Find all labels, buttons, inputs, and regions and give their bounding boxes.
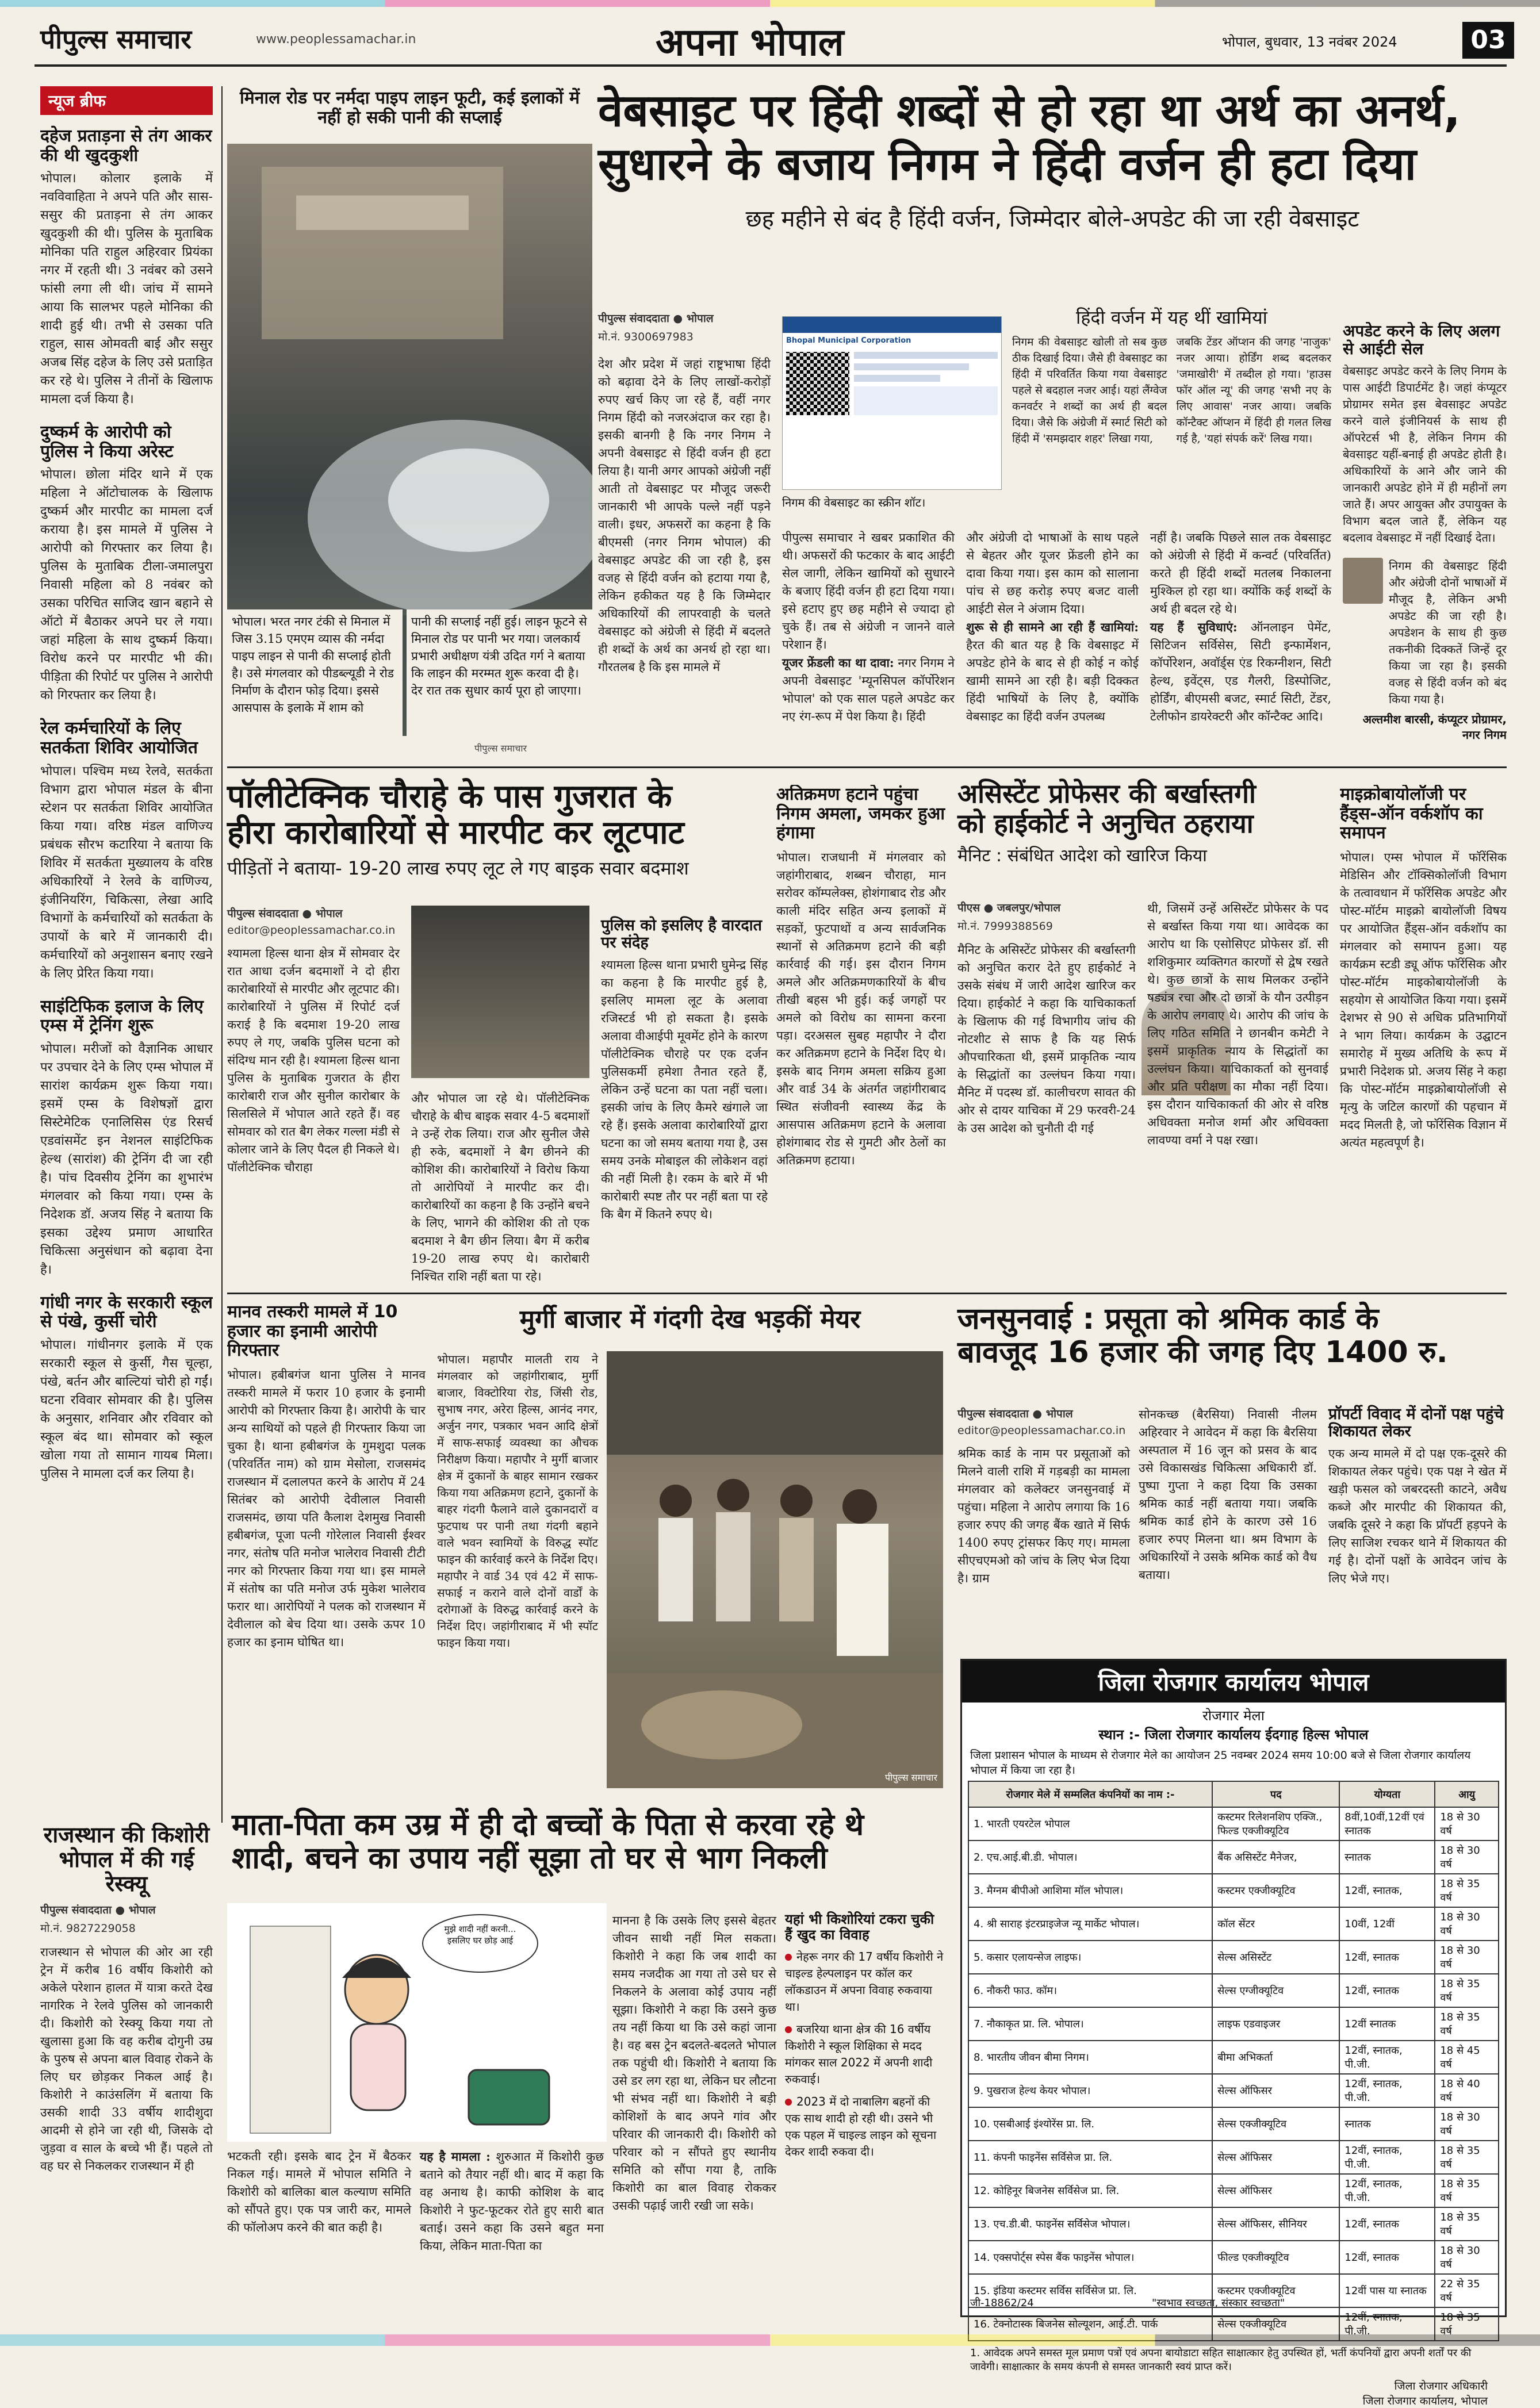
rescue-byline: पीपुल्स संवाददाता ● भोपाल — [40, 1903, 156, 1916]
page-number: 03 — [1462, 22, 1514, 59]
microbiology-headline: माइक्रोबायोलॉजी पर हैंड्स-ऑन वर्कशॉप का समापन — [1340, 785, 1483, 843]
job-company-cell: 9. पुखराज हेल्थ केयर भोपाल। — [968, 2074, 1212, 2107]
job-qualification-cell: 8वीं,10वीं,12वीं एवं स्नातक — [1339, 1807, 1435, 1840]
brief-headline: दुष्कर्म के आरोपी को पुलिस ने किया अरेस्ट — [40, 422, 174, 462]
hearing-headline-line1: जनसुनवाई : प्रसूता को श्रमिक कार्ड के — [957, 1302, 1379, 1336]
lead-col-1-text: देश और प्रदेश में जहां राष्ट्रभाषा हिंदी को बढ़ावा देने के लिए लाखों-करोड़ों रुपए खर्च किए जा रहे हैं, वहीं नगर निगम हिंदी को नजरअंदाज कर रहा है। इसकी बानगी है कि नगर निगम ने अपनी वेबसाइट से हिंदी वर्जन ही हटा लिया है। यानी अगर आपको अंग्रेजी नहीं आती तो वेबसाइट पर मौजूद जरूरी जानकारी भी आपके पल्ले नहीं पड़ने वाली। इधर, अफसरों का कहना है कि बीएमसी (नगर निगम भोपाल) की वेबसाइट अपडेट की जा रही है, इस वजह से हिंदी वर्जन को हटाया गया है, लेकिन हकीकत यह है कि जिम्मेदार अधिकारियों की लापरवाही के चलते वेबसाइट को अंग्रेजी से हिंदी में बदलते ही शब्दों के अर्थ का अनर्थ हो रहा था। गौरतलब है कि इस मामले में — [598, 357, 771, 674]
other-case-text: 2023 में दो नाबालिग बहनों की एक साथ शादी हो रही थी। उसने भी एक पहल में चाइल्ड लाइन को सूचना देकर शादी रुकवा दी। — [785, 2094, 937, 2158]
brief-item — [40, 997, 213, 1279]
ad-table-wrap — [962, 1781, 1505, 2341]
lead-col-4b-text: ऑनलाइन पेमेंट, सिटिजन सर्विसेस, सिटी इन्फार्मेशन, कॉर्पोरेशन, अवॉर्ड्स एंड रिकग्नीशन, सिटी हेल्थ, इवेंट्स, एड गैलरी, डिस्पोजिट, होर्डिंग, बीएमसी बजट, स्मार्ट सिटी, टेंडर, टेलीफोन डायरेक्टरी और कॉन्टैक्ट आदि। — [1150, 620, 1331, 723]
job-table-row — [968, 1874, 1499, 1907]
job-company-cell: 7. नौकाकृत प्रा. लि. भोपाल। — [968, 2007, 1212, 2041]
lead-col-2-text: पीपुल्स समाचार ने खबर प्रकाशित की थी। अफसरों की फटकार के बाद आईटी सेल जागी, लेकिन खामियों को सुधारने के बजाए हिंदी वर्जन ही हटा दिया गया। इसे हटाए हुए छह महीने से ज्यादा हो चुके हैं। तब से अंग्रेजी न जानने वाले परेशान हैं। — [782, 531, 955, 651]
job-age-cell: 18 से 30 वर्ष — [1435, 1941, 1499, 1974]
print-registration-strip — [0, 2334, 1540, 2346]
lead-col-4b-head: यह हैं सुविधाएं: — [1150, 620, 1238, 634]
job-age-cell: 18 से 45 वर्ष — [1435, 2041, 1499, 2074]
other-case-text: नेहरू नगर की 17 वर्षीय किशोरी ने चाइल्ड हेल्पलाइन पर कॉल कर लॉकडाउन में अपना विवाह रुकवाया था। — [785, 1949, 944, 2014]
job-post-cell: सेल्स ऑफिसर, सीनियर — [1212, 2207, 1339, 2241]
section-rule — [227, 1293, 1507, 1294]
microbiology-story — [1340, 785, 1507, 1291]
job-age-cell: 18 से 40 वर्ष — [1435, 2074, 1499, 2107]
other-cases-box — [785, 1912, 946, 2160]
job-post-cell: सेल्स एग्जीक्यूटिव — [1212, 1974, 1339, 2007]
job-qualification-cell: 12वीं, स्नातक, पी.जी. — [1339, 2174, 1435, 2207]
job-post-cell: बीमा अभिकर्ता — [1212, 2041, 1339, 2074]
robbery-email: editor@peoplessamachar.co.in — [227, 924, 396, 937]
professor-story — [957, 779, 1328, 1285]
child-col-1: भटकती रही। इसके बाद ट्रेन में बैठकर निकल गई। मामले में भोपाल समिति ने किशोरी को बालिका बाल कल्याण समिति को सौंपते हुए। एक पत्र जारी कर, मामले की फॉलोअप करने की बात कही है। — [227, 2149, 411, 2234]
side-headline: अपडेट करने के लिए अलग से आईटी सेल — [1343, 322, 1500, 359]
website-screenshot — [782, 316, 1002, 490]
website-org-name: Bhopal Municipal Corporation — [786, 336, 911, 345]
robbery-story — [227, 779, 768, 1291]
lead-col-1 — [598, 310, 771, 676]
job-age-cell: 18 से 35 वर्ष — [1435, 1874, 1499, 1907]
job-post-cell: सेल्स ऑफिसर — [1212, 2174, 1339, 2207]
job-table-row — [968, 2241, 1499, 2274]
brief-body: भोपाल। पश्चिम मध्य रेलवे, सतर्कता विभाग द्वारा भोपाल मंडल के बीना स्टेशन पर सतर्कता शिविर आयोजित किया गया। वरिष्ठ मंडल वाणिज्य प्रबंधक सौरभ कटारिया ने बताया कि शिविर में सतर्कता मुख्यालय के वरिष्ठ अधिकारियों ने रेलवे के वाणिज्य, इंजीनियरिंग, चिकित्सा, लेखा आदि विभागों के कर्मचारियों को सतर्कता के उपायों के बारे में जानकारी दी। कर्मचारियों को अनुशासन बनाए रखने के लिए प्रेरित किया गया। — [40, 764, 213, 981]
job-qualification-cell: 12वीं, स्नातक, पी.जी. — [1339, 2307, 1435, 2341]
lead-headline-line2: सुधारने के बजाय निगम ने हिंदी वर्जन ही हटा दिया — [598, 139, 1416, 191]
faults-headline: हिंदी वर्जन में यह थीं खामियां — [1076, 306, 1267, 328]
property-dispute-body: एक अन्य मामले में दो पक्ष एक-दूसरे की शिकायत लेकर पहुंचे। एक पक्ष ने खेत में खड़ी फसल को जबरदस्ती काटने, अवैध कब्जे और मारपीट की शिकायत की, जबकि दूसरे ने कहा कि प्रॉपर्टी हड़पने के लिए साजिश रचकर थाने में शिकायत की गई है। दोनों पक्षों के आवेदन जांच के लिए भेजे गए। — [1328, 1447, 1507, 1586]
ad-subtitle-2: स्थान :- जिला रोजगार कार्यालय ईदगाह हिल्स भोपाल — [1098, 1727, 1369, 1743]
hearing-col-1-text: श्रमिक कार्ड के नाम पर प्रसूताओं को मिलने वाली राशि में गड़बड़ी का मामला मंगलवार को कलेक्टर जनसुनवाई में पहुंचा। महिला ने आरोप लगाया कि 16 हजार रुपए की जगह बैंक खाते में सिर्फ 1400 रुपए ट्रांसफर किए गए। मामला सीएचएमओ को जांच के लिए भेज दिया है। ग्राम — [957, 1447, 1130, 1585]
job-post-cell: लाइफ एडवाइजर — [1212, 2007, 1339, 2041]
lead-col-3b-head: शुरू से ही सामने आ रही हैं खामियां: — [966, 620, 1139, 634]
brief-headline: रेल कर्मचारियों के लिए सतर्कता शिविर आयोजित — [40, 718, 198, 758]
professor-mobile: मो.नं. 7999388569 — [957, 920, 1053, 933]
job-company-cell: 3. मैग्नम बीपीओ आशिमा मॉल भोपाल। — [968, 1874, 1212, 1907]
lead-col-3b-text: हैरत की बात यह है कि वेबसाइट में अपडेट होने के बाद से ही कोई न कोई खामी सामने आ रही है। बड़ी दिक्कत हिंदी भाषियों के लिए है, क्योंकि वेबसाइट का हिंदी वर्जन उपलब्ध — [966, 638, 1139, 723]
masthead-rule — [35, 64, 1507, 67]
ad-intro: जिला प्रशासन भोपाल के माध्यम से रोजगार मेले का आयोजन 25 नवम्बर 2024 समय 10:00 बजे से जिला रोजगार कार्यालय भोपाल में किया जा रहा है। — [970, 1749, 1471, 1777]
brief-body: भोपाल। मरीजों को वैज्ञानिक आधार पर उपचार देने के लिए एम्स भोपाल में सारांश कार्यक्रम शुरू किया गया। इसमें एम्स के विशेषज्ञों द्वारा सिस्टेमेटिक एनालिसिस एंड रिसर्च एडवांसमेंट इन नेशनल साइंटिफिक हेल्थ (सारांश) की ट्रेनिंग दी जा रही है। पांच दिवसीय ट्रेनिंग का शुभारंभ मंगलवार को किया गया। एम्स के निदेशक डॉ. अजय सिंह ने बताया कि इसका उद्देश्य प्रमाण आधारित चिकित्सा अनुसंधान को बढ़ावा देना है। — [40, 1041, 213, 1277]
professor-headline-line1: असिस्टेंट प्रोफेसर की बर्खास्तगी — [957, 778, 1256, 809]
job-qualification-cell: स्नातक — [1339, 2107, 1435, 2141]
job-company-cell: 10. एसबीआई इंश्योरेंस प्रा. लि. — [968, 2107, 1212, 2141]
section-title-text: अपना भोपाल — [656, 20, 844, 64]
job-table-header — [968, 1781, 1499, 1807]
website-content — [783, 348, 1001, 419]
job-qualification-cell: 12वीं, स्नातक — [1339, 2241, 1435, 2274]
job-table-row — [968, 1941, 1499, 1974]
lead-mobile: मो.नं. 9300697983 — [598, 331, 694, 343]
faults-col-2: जबकि टेंडर ऑप्शन की जगह 'नाजुक' नजर आया। होर्डिंग शब्द बदलकर 'जमाखोरी' में तब्दील हो गया। 'हाउस फॉर ऑल न्यू' की जगह 'सभी नए के लिए आवास' नजर आया। जबकि कॉन्टैक्ट ऑप्शन में हिंदी ही गलत लिख गई है, 'यहां संपर्क करें' लिख गया। — [1176, 335, 1331, 445]
microbiology-body: भोपाल। एम्स भोपाल में फॉरेंसिक मेडिसिन और टॉक्सिकोलॉजी विभाग के तत्वावधान में फॉरेंसिक अपडेट और पोस्ट-मॉर्टम माइक्रो बायोलॉजी विषय पर आयोजित हैंड्स-ऑन वर्कशॉप का मंगलवार को समापन हुआ। यह कार्यक्रम स्टडी ड्यू ऑफ फॉरेंसिक और पोस्ट-मॉर्टम माइकोबायोलॉजी के सहयोग से आयोजित किया गया। इसमें देशभर से 90 से अधिक प्रतिभागियों ने भाग लिया। कार्यक्रम के उद्घाटन समारोह में मुख्य अतिथि के रूप में प्रभारी निदेशक प्रो. अजय सिंह ने कहा कि पोस्ट-मॉर्टम माइक्रोबायोलॉजी से मृत्यु के जटिल कारणों की पहचान में मदद मिलती है, जो फॉरेंसिक विज्ञान में अत्यंत महत्वपूर्ण है। — [1340, 850, 1507, 1149]
police-doubt-box — [601, 917, 768, 1224]
lead-col-4 — [1150, 529, 1331, 726]
job-age-cell: 18 से 30 वर्ष — [1435, 1807, 1499, 1840]
child-col-2-text: शुरुआत में किशोरी कुछ बताने को तैयार नहीं थी। बाद में कहा कि वह अनाथ है। काफी कोशिश के बाद किशोरी ने फुट-फूटकर रोते हुए सारी बात बताई। उसने कहा कि उसने बहुत मना किया, लेकिन माता-पिता का — [420, 2150, 604, 2253]
market-body: भोपाल। महापौर मालती राय ने मंगलवार को जहांगीराबाद, मुर्गी बाजार, विक्टोरिया रोड, जिंसी रोड, सुभाष नगर, अरेरा हिल्स, आनंद नगर, अर्जुन नगर, पत्रकार भवन आदि क्षेत्रों में साफ-सफाई व्यवस्था का औचक निरीक्षण किया। महापौर ने मुर्गी बाजार क्षेत्र में दुकानों के बाहर सामान रखकर किया गया अतिक्रमण हटाने, दुकानों के बाहर गंदगी फैलाने वाले दुकानदारों व फुटपाथ पर पानी तथा गंदगी बहाने वाले भवन स्वामियों के विरुद्ध स्पॉट फाइन की कार्रवाई करने के निर्देश दिए। महापौर ने वार्ड 34 एवं 42 में साफ-सफाई न कराने वाले दोनों वार्डों के दरोगाओं के विरुद्ध कार्रवाई करने के निर्देश दिए। जहांगीराबाद में भी स्पॉट फाइन किया गया। — [437, 1352, 598, 1650]
robbery-deck: पीड़ितों ने बताया- 19-20 लाख रुपए लूट ले गए बाइक सवार बदमाश — [227, 857, 689, 880]
news-brief-label-text: न्यूज ब्रीफ — [48, 91, 106, 110]
pipeline-headline: मिनाल रोड पर नर्मदा पाइप लाइन फूटी, कई इलाकों में नहीं हो सकी पानी की सप्लाई — [239, 88, 580, 128]
job-qualification-cell: 12वीं पास या स्नातक — [1339, 2274, 1435, 2307]
photo-credit: पीपुल्स समाचार — [884, 1772, 937, 1783]
ad-code: जी-18862/24 — [970, 2297, 1034, 2309]
quote-block — [1343, 558, 1507, 742]
job-post-cell: कस्टमर रिलेशनशिप एक्जि., फिल्ड एक्जीक्यूटिव — [1212, 1807, 1339, 1840]
job-age-cell: 18 से 35 वर्ष — [1435, 2307, 1499, 2341]
job-qualification-cell: 12वीं, स्नातक, पी.जी. — [1339, 2041, 1435, 2074]
job-age-cell: 18 से 30 वर्ष — [1435, 1907, 1499, 1941]
robbery-headline-line2: हीरा कारोबारियों से मारपीट कर लूटपाट — [227, 814, 684, 852]
speech-bubble: मुझे शादी नहीं करनी... इसलिए घर छोड़ आई — [444, 1924, 516, 1946]
job-post-cell: कॉल सेंटर — [1212, 1907, 1339, 1941]
lead-deck: छह महीने से बंद है हिंदी वर्जन, जिम्मेदार बोले-अपडेट की जा रही वेबसाइट — [745, 205, 1359, 232]
job-qualification-cell: 12वीं, स्नातक, पी.जी. — [1339, 2141, 1435, 2174]
job-table-row — [968, 2107, 1499, 2141]
bullet-icon — [785, 2026, 792, 2033]
person-photo — [1343, 558, 1383, 604]
robbery-byline: पीपुल्स संवाददाता ● भोपाल — [227, 907, 343, 920]
child-headline-line2: शादी, बचने का उपाय नहीं सूझा तो घर से भाग निकली — [232, 1841, 828, 1876]
lead-col-2b-head: यूजर फ्रेंडली का था दावा: — [782, 655, 894, 670]
pipeline-story — [227, 86, 592, 762]
property-dispute — [1328, 1406, 1507, 1588]
pipeline-caption-left: भोपाल। भरत नगर टंकी से मिनाल में जिस 3.15 एमएम व्यास की नर्मदा पाइप लाइन से पानी की सप्लाई होती है। उसे मंगलवार को पीडब्ल्यूडी ने रोड निर्माण के दौरान फोड़ दिया। इससे आसपास के इलाके में शाम को — [227, 609, 403, 736]
encroachment-story — [776, 785, 946, 1285]
section-title — [656, 15, 844, 67]
hearing-story — [957, 1302, 1507, 1676]
job-company-cell: 1. भारती एयरटेल भोपाल — [968, 1807, 1212, 1840]
job-post-cell: सेल्स एक्जीक्यूटिव — [1212, 2107, 1339, 2141]
job-company-cell: 16. टेक्नोटास्क बिजनेस सोल्यूशन, आई.टी. पार्क — [968, 2307, 1212, 2341]
photo-credit: पीपुल्स समाचार — [474, 743, 527, 754]
job-post-cell: सेल्स असिस्टेंट — [1212, 1941, 1339, 1974]
job-qualification-cell: 10वीं, 12वीं — [1339, 1907, 1435, 1941]
bullet-icon — [785, 2099, 792, 2106]
job-table-row — [968, 2041, 1499, 2074]
hearing-headline-line2: बावजूद 16 हजार की जगह दिए 1400 रु. — [957, 1335, 1448, 1370]
child-col-2 — [420, 2148, 604, 2255]
lead-col-3-text: और अंग्रेजी दो भाषाओं के साथ पहले से बेहतर और यूजर फ्रेंडली होने का दावा किया गया। इस काम को सालाना पांच से छह करोड़ रुपए बजट वाली आईटी सेल ने अंजाम दिया। — [966, 531, 1139, 616]
mayor-inspection-photo — [607, 1351, 943, 1788]
job-table — [968, 1781, 1499, 2341]
lead-col-2b-text: नगर निगम ने अपनी वेबसाइट 'म्यूनसिपल कॉर्पोरेशन भोपाल' को एक साल पहले अपडेट कर नए रंग-रूप में पेश किया है। हिंदी — [782, 656, 955, 723]
trafficking-body: भोपाल। हबीबगंज थाना पुलिस ने मानव तस्करी मामले में फरार 10 हजार के इनामी आरोपी को गिरफ्तार किया है। आरोपी के चार अन्य साथियों को पहले ही गिरफ्तार किया जा चुका है। थाना हबीबगंज के गुमशुदा पलक (परिवर्तित नाम) को ग्राम मेसोला, राजसमंद राजस्थान में दलालपत करने के आरोप में 24 सितंबर को आरोपी देवीलाल निवासी राजसमंद, छाया पति कैलाश देशमुख निवासी हबीबगंज, पूजा पत्नी गोरेलाल निवासी ईश्वर नगर, संतोष पति मनोज भालेराव निवासी टीटी नगर को गिरफ्तार किया गया था। इस मामले में संतोष का पति मनोज उर्फ मुकेश भालेराव फरार था। आरोपियों ने पलक को राजस्थान में देवीलाल को बेच दिया था। उसके ऊपर 10 हजार का इनाम घोषित था। — [227, 1367, 426, 1649]
child-col-3: मानना है कि उसके लिए इससे बेहतर जीवन साथी नहीं मिल सकता। किशोरी ने कहा कि जब शादी का समय नजदीक आ गया तो उसे घर से निकलने के अलावा कोई उपाय नहीं सूझा। किशोरी ने कहा कि उसने कुछ तय नहीं किया था कि उसे कहां जाना है। वह बस ट्रेन बदलते-बदलते भोपाल तक पहुंची थी। किशोरी ने बताया कि उसे डर लग रहा था, लेकिन घर लौटना भी संभव नहीं था। किशोरी ने बड़ी कोशिशों के बाद अपने गांव और परिवार की जानकारी दी। किशोरी को परिवार को न सौंपते हुए स्थानीय समिति को सौंपा गया है, ताकि किशोरी का बाल विवाह रोककर उसकी पढ़ाई जारी रखी जा सके। — [612, 1914, 776, 2213]
cmyk-strip — [0, 0, 1540, 7]
news-brief-column — [40, 86, 213, 1823]
job-qualification-cell: 12वीं, स्नातक, — [1339, 1874, 1435, 1907]
brief-item — [40, 1293, 213, 1483]
professor-col-2-text: थी, जिसमें उन्हें असिस्टेंट प्रोफेसर के पद से बर्खास्त किया गया था। आवेदक का आरोप था कि एसोसिएट प्रोफेसर डॉ. सी शशिकुमार व्यक्तिगत कारणों से द्वेष रखते थे। कुछ छात्रों के साथ मिलकर उन्होंने षड्यंत्र रचा और दो छात्रों के यौन उत्पीड़न के आरोप लगवाए थे। आरोप की जांच के लिए गठित समिति ने छानबीन कमेटी ने इसमें प्राकृतिक न्याय के सिद्धांतों का उल्लंघन किया। याचिकाकर्ता को सुनवाई और प्रति परीक्षण का मौका नहीं दिया। इस दौरान याचिकाकर्ता की ओर से वरिष्ठ अधिवक्ता मनोज शर्मा और अधिवक्ता लावण्या वर्मा ने पक्ष रखा। — [1147, 902, 1328, 1147]
job-table-row — [968, 2207, 1499, 2241]
lead-col-3 — [966, 529, 1139, 726]
other-case-item — [785, 2021, 946, 2088]
job-company-cell: 5. कसार एलायन्सेज लाइफ। — [968, 1941, 1212, 1974]
dateline: भोपाल, बुधवार, 13 नवंबर 2024 — [1222, 34, 1397, 50]
news-brief-label — [40, 86, 213, 115]
brief-body: भोपाल। छोला मंदिर थाने में एक महिला ने ऑटोचालक के खिलाफ दुष्कर्म और मारपीट का मामला दर्ज कराया है। इस मामले में पुलिस ने आरोपी को गिरफ्तार कर लिया है। पुलिस के मुताबिक टीला-जमालपुरा निवासी महिला को 8 नवंबर को उसका परिचित साजिद खान बहाने से ऑटो में बैठाकर अपने घर ले गया। जहां महिला के साथ दुष्कर्म किया। विरोध करने पर मारपीट भी की। पीड़िता की रिपोर्ट पर पुलिस ने आरोपी को गिरफ्तार कर लिया है। — [40, 467, 213, 703]
brand-logo: पीपुल्स समाचार — [40, 24, 192, 55]
job-post-cell: सेल्स ऑफिसर — [1212, 2141, 1339, 2174]
website-header-bar — [783, 317, 1001, 333]
job-table-row — [968, 1807, 1499, 1840]
rescue-story — [40, 1823, 213, 2317]
faults-col-1: निगम की वेबसाइट खोली तो सब कुछ ठीक दिखाई दिया। जैसे ही वेबसाइट का हिंदी में परिवर्तित किया गया वेबसाइट पहले से बदहाल नजर आई। यहां लैंग्वेज कनवर्टर ने शब्दों का अर्थ ही बदल दिया। जैसे कि अंग्रेजी में स्मार्ट सिटी को हिंदी में 'समझदार शहर' लिखा गया, — [1012, 335, 1167, 445]
rescue-mobile: मो.नं. 9827229058 — [40, 1922, 136, 1935]
section-rule — [227, 766, 1507, 768]
lead-headline-line1: वेबसाइट पर हिंदी शब्दों से हो रहा था अर्थ का अनर्थ, — [598, 85, 1461, 137]
job-table-row — [968, 1974, 1499, 2007]
employment-fair-ad — [960, 1659, 1507, 2407]
faults-box — [1012, 308, 1331, 506]
job-age-cell: 18 से 35 वर्ष — [1435, 2207, 1499, 2241]
job-qualification-cell: 12वीं स्नातक — [1339, 2007, 1435, 2041]
rescue-headline: राजस्थान की किशोरी भोपाल में की गई रेस्क्यू — [43, 1823, 210, 1897]
brief-body: भोपाल। कोलार इलाके में नवविवाहिता ने अपने पति और सास-ससुर की प्रताड़ना से तंग आकर खुदकुशी की थी। पुलिस के मुताबिक मोनिका पति राहुल अहिरवार प्रियंका नगर में रहती थी। 3 नवंबर को उसने फांसी लगा ली थी। जांच में सामने आया कि सालभर पहले मोनिका की शादी हुई थी। तभी से उसका पति राहुल, सास ओमवती बाई और ससुर अजब सिंह दहेज के लिए उसे प्रताड़ित कर रहे थे। पुलिस ने तीनों के खिलाफ मामला दर्ज किया है। — [40, 171, 213, 407]
ad-subtitle-1: रोजगार मेला — [1202, 1708, 1265, 1724]
ad-signature-2: जिला रोजगार कार्यालय, भोपाल — [1362, 2395, 1488, 2407]
job-company-cell: 6. नौकरी फाउ. कॉम। — [968, 1974, 1212, 2007]
quote-attribution: अल्तमीश बारसी, कंप्यूटर प्रोग्रामर, नगर निगम — [1362, 712, 1507, 742]
job-post-cell: फील्ड एक्जीक्यूटिव — [1212, 2241, 1339, 2274]
job-company-cell: 15. इंडिया कस्टमर सर्विस सर्विसेज प्रा. लि. — [968, 2274, 1212, 2307]
hearing-email: editor@peoplessamachar.co.in — [957, 1424, 1126, 1437]
lead-byline: पीपुल्स संवाददाता ● भोपाल — [598, 312, 714, 325]
job-age-cell: 18 से 35 वर्ष — [1435, 2007, 1499, 2041]
ad-signature-1: जिला रोजगार अधिकारी — [1394, 2380, 1488, 2392]
other-case-text: बजरिया थाना क्षेत्र की 16 वर्षीय किशोरी ने स्कूल शिक्षिका से मदद मांगकर साल 2022 में अपनी शादी रुकवाई। — [785, 2022, 933, 2086]
child-marriage-story — [227, 1808, 946, 2317]
job-post-cell: कस्टमर एक्जीक्यूटिव — [1212, 1874, 1339, 1907]
job-company-cell: 8. भारतीय जीवन बीमा निगम। — [968, 2041, 1212, 2074]
job-qualification-cell: 12वीं, स्नातक — [1339, 2207, 1435, 2241]
job-age-cell: 18 से 30 वर्ष — [1435, 2107, 1499, 2141]
header-post: पद — [1212, 1781, 1339, 1807]
job-qualification-cell: 12वीं, स्नातक — [1339, 1974, 1435, 2007]
job-company-cell: 13. एच.डी.बी. फाइनेंस सर्विसेज भोपाल। — [968, 2207, 1212, 2241]
job-table-row — [968, 2007, 1499, 2041]
side-body: वेबसाइट अपडेट करने के लिए निगम के पास आईटी डिपार्टमेंट है। जहां कंप्यूटर प्रोग्रामर समेत इस बेवसाइट अपडेट करने वाले इंजीनियर्स के साथ ही ऑपरेटर्स भी है, लेकिन निगम की बेवसाइट यहीं-बनाई ही अपडेट होती है। अधिकारियों के आने और जाने की जानकारी अपडेट होने में ही महीनों लग जाते हैं। अपर आयुक्त और उपायुक्त के विभाग बदल जाते हैं, लेकिन यह बदलाव वेबसाइट में नहीं दिखाई देता। — [1343, 363, 1507, 545]
crowd-illustration — [607, 1351, 943, 1788]
brief-item — [40, 423, 213, 705]
job-company-cell: 12. कोहिनूर बिजनेस सर्विसेज प्रा. लि. — [968, 2174, 1212, 2207]
other-cases-headline: यहां भी किशोरियां टकरा चुकी हैं खुद का विवाह — [785, 1911, 934, 1943]
hearing-byline: पीपुल्स संवाददाता ● भोपाल — [957, 1408, 1073, 1420]
market-story — [437, 1305, 943, 1800]
column-divider — [221, 86, 223, 1823]
robbery-col-1-text: श्यामला हिल्स थाना क्षेत्र में सोमवार देर रात आधा दर्जन बदमाशों ने दो हीरा कारोबारियों से मारपीट और लूटपाट की। कारोबारियों ने पुलिस में रिपोर्ट दर्ज कराई है कि बदमाश 19-20 लाख रुपए ले गए, जबकि पुलिस घटना को संदिग्ध मान रही है। श्यामला हिल्स थाना पुलिस के मुताबिक गुजरात के हीरा कारोबारी राज और सुनील कारोबार के सिलसिले में भोपाल आते रहते हैं। वह सोमवार को रात बैग लेकर गल्ला मंडी से कोलार जाने के लिए पैदल ही निकले थे। पॉलीटेक्निक चौराहा — [227, 946, 400, 1174]
runaway-girl-illustration — [227, 1903, 607, 2142]
job-age-cell: 18 से 30 वर्ष — [1435, 1840, 1499, 1874]
professor-byline: पीएस ● जबलपुर/भोपाल — [957, 902, 1061, 914]
trafficking-headline: मानव तस्करी मामले में 10 हजार का इनामी आरोपी गिरफ्तार — [227, 1302, 398, 1361]
job-post-cell: बैंक असिस्टेंट मैनेजर, — [1212, 1840, 1339, 1874]
masthead — [0, 0, 1540, 69]
header-qualification: योग्यता — [1339, 1781, 1435, 1807]
professor-col-1 — [957, 900, 1136, 1137]
job-age-cell: 18 से 35 वर्ष — [1435, 2174, 1499, 2207]
job-qualification-cell: 12वीं, स्नातक, पी.जी. — [1339, 2074, 1435, 2107]
header-company: रोजगार मेले में सम्मलित कंपनियों का नाम :- — [968, 1781, 1212, 1807]
job-post-cell: कस्टमर एक्जीक्यूटिव — [1212, 2274, 1339, 2307]
qr-code-icon — [786, 352, 849, 415]
lead-story — [598, 86, 1507, 762]
encroachment-body: भोपाल। राजधानी में मंगलवार को जहांगीराबाद, शब्बन चौराहा, मान सरोवर कॉम्पलेक्स, होशंगाबाद रोड और काली मंदिर सहित अन्य इलाकों में सड़कों, फुटपाथों व अन्य सार्वजनिक स्थानों से अतिक्रमण हटाने की बड़ी कार्रवाई की गई। इस दौरान निगम अमले और अतिक्रमणकारियों के बीच तीखी बहस भी हुई। कई जगहों पर अमले को विरोध का सामना करना पड़ा। दरअसल सुबह महापौर ने दौरा कर अतिक्रमण हटाने के निर्देश दिए थे। इसके बाद निगम अमला सक्रिय हुआ और वार्ड 34 के अंतर्गत जहांगीराबाद स्थित संजीवनी स्वास्थ्य केंद्र के आसपास अतिक्रमण हटाने के अलावा होशंगाबाद रोड से गुमटी और ठेलों का अतिक्रमण हटाया। — [776, 850, 946, 1167]
girl-cartoon — [227, 1903, 607, 2142]
lead-col-4-text: नहीं है। जबकि पिछले साल तक वेबसाइट को अंग्रेजी से हिंदी में कन्वर्ट (परिवर्तित) करते ही हिंदी शब्दों मतलब निकालना मुश्किल हो रहा था। क्योंकि कई शब्दों के अर्थ ही बदल रहे थे। — [1150, 531, 1331, 616]
market-headline: मुर्गी बाजार में गंदगी देख भड़कीं मेयर — [519, 1305, 861, 1334]
job-table-row — [968, 1840, 1499, 1874]
job-company-cell: 11. कंपनी फाइनेंस सर्विसेज प्रा. लि. — [968, 2141, 1212, 2174]
pipeline-caption-right: पानी की सप्लाई नहीं हुई। लाइन फूटने से मिनाल रोड पर पानी भर गया। जलकार्य प्रभारी अधीक्षण यंत्री उदित गर्ग ने बताया कि लाइन की मरम्मत शुरू करवा दी है। देर रात तक सुधार कार्य पूरा हो जाएगा। — [407, 609, 592, 736]
lead-col-3b — [966, 618, 1139, 726]
job-table-row — [968, 2074, 1499, 2107]
job-age-cell: 18 से 35 वर्ष — [1435, 1974, 1499, 2007]
screenshot-caption: निगम की वेबसाइट का स्क्रीन शॉट। — [782, 496, 926, 509]
job-qualification-cell: स्नातक — [1339, 1840, 1435, 1874]
other-case-item — [785, 2093, 946, 2160]
police-doubt-headline: पुलिस को इसलिए है वारदात पर संदेह — [601, 917, 763, 952]
brief-item — [40, 126, 213, 409]
lead-col-4b — [1150, 618, 1331, 726]
hearing-col-1 — [957, 1406, 1130, 1588]
child-col-2-head: यह है मामला : — [420, 2149, 491, 2164]
job-company-cell: 4. श्री साराह इंटरप्राइजेज न्यू मार्केट भोपाल। — [968, 1907, 1212, 1941]
job-qualification-cell: 12वीं, स्नातक — [1339, 1941, 1435, 1974]
job-post-cell: सेल्स ऑफिसर — [1212, 2074, 1339, 2107]
child-headline-line1: माता-पिता कम उम्र में ही दो बच्चों के पिता से करवा रहे थे — [232, 1808, 864, 1842]
site-url: www.peoplessamachar.in — [256, 32, 416, 47]
lead-side-column — [1343, 322, 1507, 759]
professor-deck: मैनिट : संबंधित आदेश को खारिज किया — [957, 846, 1207, 866]
trafficking-story — [227, 1302, 426, 1800]
quote-text: निगम की वेबसाइट हिंदी और अंग्रेजी दोनों भाषाओं में मौजूद है, लेकिन अभी अपडेट की जा रही है। अपडेशन के साथ ही कुछ तकनीकी दिक्कतें जिन्हें दूर किया जा रहा है। इसकी वजह से हिंदी वर्जन को बंद किया गया है। — [1389, 558, 1507, 706]
rescue-body: राजस्थान से भोपाल की ओर आ रही ट्रेन में करीब 16 वर्षीय किशोरी को अकेले परेशान हालत में यात्रा करते देख नागरिक ने रेलवे पुलिस को जानकारी दी। किशोरी को रेस्क्यू किया गया तो खुलासा हुआ कि वह करीब दोगुनी उम्र के पुरुष से अपना बाल विवाह रोकने के लिए घर छोड़कर निकल आई है। किशोरी ने काउंसलिंग में बताया कि उसकी शादी 33 वर्षीय शादीशुदा आदमी से होने जा रही थी, जिसके दो जुड़वा व साल के बच्चे भी हैं। पहले तो वह घर से निकलकर राजस्थान में ही — [40, 1945, 213, 2173]
ad-signature — [962, 2378, 1505, 2408]
professor-headline-line2: को हाईकोर्ट ने अनुचित ठहराया — [957, 807, 1254, 839]
ad-slogan: "स्वभाव स्वच्छता, संस्कार स्वच्छता" — [1152, 2297, 1285, 2309]
police-doubt-body: श्यामला हिल्स थाना प्रभारी घुमेन्द्र सिंह का कहना है कि मारपीट हुई है, इसलिए मामला लूट के अलावा रजिस्टर्ड भी हो सकता है। इसके अलावा वीआईपी मूवमेंट होने के कारण पॉलीटेक्निक चौराहे पर एक दर्जन पुलिसकर्मी हमेशा तैनात रहते हैं, लेकिन उन्हें घटना का पता नहीं चला। इसकी जांच के लिए कैमरे खंगाले जा रहे हैं। इसके अलावा कारोबारियों द्वारा घटना का जो समय बताया गया है, उस समय उनके मोबाइल की लोकेशन वहां की नहीं मिली है। रकम के बारे में भी कारोबारी स्पष्ट तौर पर नहीं बता पा रहे कि बैग में कितने रुपए थे। — [601, 958, 768, 1222]
job-post-cell: सेल्स एक्जीक्यूटिव — [1212, 2307, 1339, 2341]
property-dispute-headline: प्रॉपर्टी विवाद में दोनों पक्ष पहुंचे शिकायत लेकर — [1328, 1405, 1504, 1441]
brief-headline: साइंटिफिक इलाज के लिए एम्स में ट्रेनिंग शुरू — [40, 996, 204, 1036]
robbery-photo — [411, 906, 589, 1078]
job-table-row — [968, 2141, 1499, 2174]
brief-headline: दहेज प्रताड़ना से तंग आकर की थी खुदकुशी — [40, 126, 212, 166]
header-age: आयु — [1435, 1781, 1499, 1807]
job-table-row — [968, 2174, 1499, 2207]
brief-item — [40, 719, 213, 983]
robbery-col-2-text: और भोपाल जा रहे थे। पॉलीटेक्निक चौराहे के बीच बाइक सवार 4-5 बदमाशों ने उन्हें रोक लिया। राज और सुनील जैसे ही रुके, बदमाशों ने बैग छीनने की कोशिश की। कारोबारियों ने विरोध किया तो आरोपियों ने मारपीट कर दी। कारोबारियों का कहना है कि उन्होंने बचने के लिए, भागने की कोशिश की तो एक बदमाश ने बैग छीन लिया। बैग में करीब 19-20 लाख रुपए थे। कारोबारी निश्चित राशि नहीं बता पा रहे। — [411, 1091, 589, 1283]
robbery-col-1 — [227, 906, 400, 1176]
lead-col-2b — [782, 654, 955, 726]
burst-pipe-photo — [227, 144, 592, 736]
ad-note: 1. आवेदक अपने समस्त मूल प्रमाण पत्रों एवं अपना बायोडाटा सहित साक्षात्कार हेतु उपस्थित हों, भर्ती कंपनियों द्वारा अपनी शर्तों पर की जावेगी। साक्षात्कार के समय कंपनी से समस्त जानकारी स्वयं प्राप्त करें। — [970, 2347, 1472, 2373]
brief-body: भोपाल। गांधीनगर इलाके में एक सरकारी स्कूल से कुर्सी, गैस चूल्हा, पंखे, बर्तन और बाल्टियां चोरी हो गईं। घटना रविवार सोमवार की है। पुलिस के अनुसार, शनिवार और रविवार को स्कूल बंद था। सोमवार को स्कूल खोला गया तो सामान गायब मिला। पुलिस ने मामला दर्ज कर लिया है। — [40, 1337, 213, 1481]
lead-col-2 — [782, 529, 955, 726]
hearing-col-2-text: सोनकच्छ (बैरसिया) निवासी नीलम अहिरवार ने आवेदन में कहा कि बैरसिया अस्पताल में 16 जून को प्रसव के बाद उसे विकासखंड चिकित्सा अधिकारी डॉ. पुष्पा गुप्ता ने कहा दिया कि उसका श्रमिक कार्ड नहीं बताया गया। जबकि श्रमिक कार्ड होने के कारण उसे 16 हजार रुपए मिलना था। श्रम विभाग के अधिकारियों ने उसके श्रमिक कार्ड को वैध बताया। — [1139, 1408, 1317, 1582]
brief-headline: गांधी नगर के सरकारी स्कूल से पंखे, कुर्सी चोरी — [40, 1292, 213, 1332]
job-company-cell: 2. एच.आई.बी.डी. भोपाल। — [968, 1840, 1212, 1874]
robbery-headline-line1: पॉलीटेक्निक चौराहे के पास गुजरात के — [227, 778, 672, 815]
other-case-item — [785, 1949, 946, 2015]
job-company-cell: 14. एक्सपोर्ट्स स्पेस बैंक फाइनेंस भोपाल। — [968, 2241, 1212, 2274]
job-age-cell: 18 से 30 वर्ष — [1435, 2241, 1499, 2274]
encroachment-headline: अतिक्रमण हटाने पहुंचा निगम अमला, जमकर हुआ हंगामा — [776, 785, 945, 843]
job-table-row — [968, 1907, 1499, 1941]
ad-title: जिला रोजगार कार्यालय भोपाल — [962, 1661, 1505, 1703]
job-age-cell: 18 से 35 वर्ष — [1435, 2141, 1499, 2174]
professor-col-1-text: मैनिट के असिस्टेंट प्रोफेसर की बर्खास्तगी को अनुचित करार देते हुए हाईकोर्ट ने उसके संबंध में जारी आदेश खारिज कर दिया। हाईकोर्ट ने कहा कि याचिकाकर्ता के खिलाफ की गई विभागीय जांच की नोटशीट से साफ है कि यह सिर्फ औपचारिकता थी, इसमें प्राकृतिक न्याय के सिद्धांतों का उल्लंघन किया गया। मैनिट में पदस्थ डॉ. कालीचरण सावत की ओर से दायर याचिका में 29 फरवरी-24 के उस आदेश को चुनौती दी गई — [957, 943, 1136, 1135]
job-age-cell: 22 से 35 वर्ष — [1435, 2274, 1499, 2307]
bullet-icon — [785, 1954, 792, 1961]
